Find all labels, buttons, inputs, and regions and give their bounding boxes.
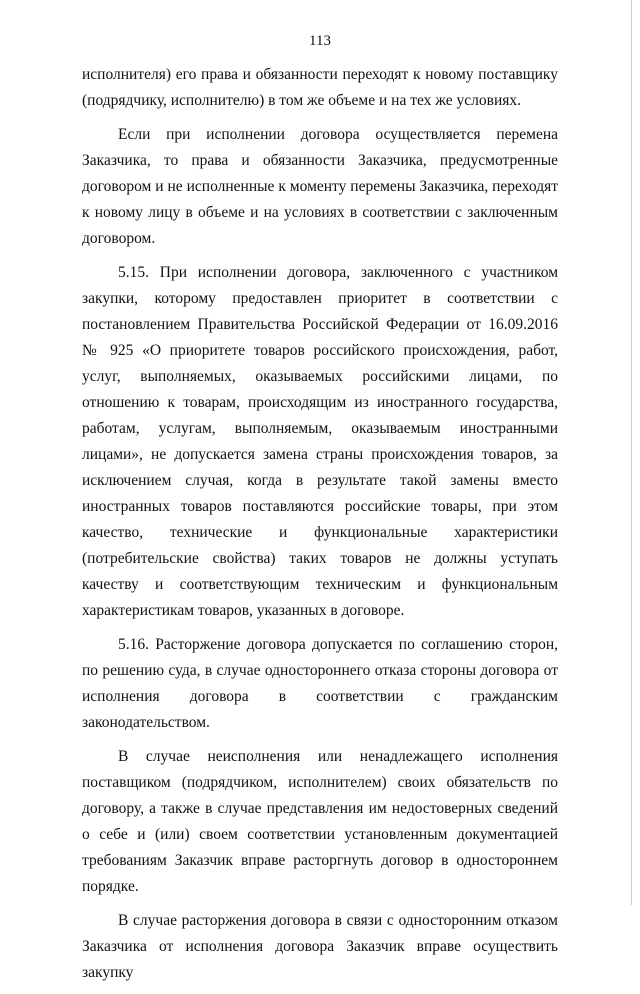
scan-edge-line	[631, 0, 632, 905]
paragraph-continuation: исполнителя) его права и обязанности переходят к новому поставщику (подрядчику, исполнителю) в том же объеме и на тех же условиях.	[82, 66, 558, 109]
page-number: 113	[309, 33, 331, 49]
paragraph-customer-change: Если при исполнении договора осуществляется перемена Заказчика, то права и обязанности Заказчика, предусмотренные договором и не исполненные к моменту перемены Заказчика, переходят к новому лицу в объеме и на условиях в соответствии с заключенным договором.	[82, 126, 558, 247]
document-body	[82, 62, 558, 994]
paragraph-5-15: 5.15. При исполнении договора, заключенного с участником закупки, которому предоставлен приоритет в соответствии с постановлением Правительства Российской Федерации от 16.09.2016 № 925 «О приоритете товаров российского происхождения, работ, услуг, выполняемых, оказываемых российскими лицами, по отношению к товарам, происходящим из иностранного государства, работам, услугам, выполняемым, оказываемым иностранными лицами», не допускается замена страны происхождения товаров, за исключением случая, когда в результате такой замены вместо иностранных товаров поставляются российские товары, при этом качество, технические и функциональные характеристики (потребительские свойства) таких товаров не должны уступать качеству и соответствующим техническим и функциональным характеристикам товаров, указанных в договоре.	[82, 264, 558, 619]
paragraph-5-16: 5.16. Расторжение договора допускается по соглашению сторон, по решению суда, в случае одностороннего отказа стороны договора от исполнения договора в соответствии с гражданским законодательством.	[82, 636, 558, 731]
paragraph-termination-procurement: В случае расторжения договора в связи с односторонним отказом Заказчика от исполнения договора Заказчик вправе осуществить закупку	[82, 912, 558, 981]
paragraph-non-performance: В случае неисполнения или ненадлежащего исполнения поставщиком (подрядчиком, исполнителем) своих обязательств по договору, а также в случае представления им недостоверных сведений о себе и (или) своем соответствии установленным документацией требованиям Заказчик вправе расторгнуть договор в одностороннем порядке.	[82, 748, 558, 895]
